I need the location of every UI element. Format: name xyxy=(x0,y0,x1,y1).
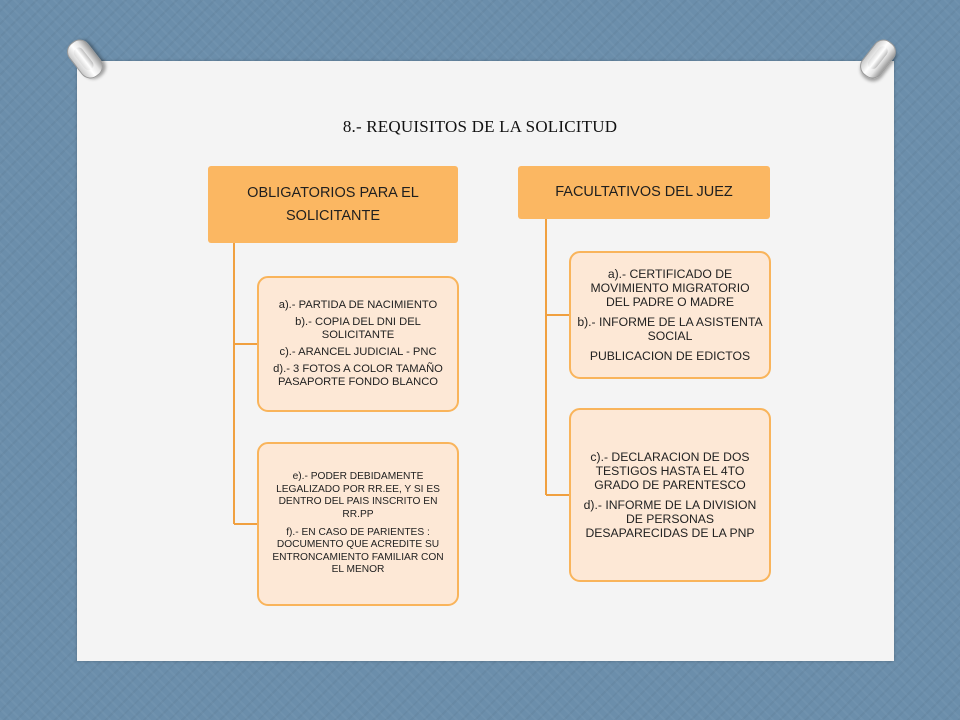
requirement-item: f).- EN CASO DE PARIENTES : DOCUMENTO QUE ACREDITE SU ENTRONCAMIENTO FAMILIAR CON EL MENOR xyxy=(272,527,444,576)
obligatorios-box-1 xyxy=(257,276,459,412)
requirement-item: c).- ARANCEL JUDICIAL - PNC xyxy=(279,346,437,358)
facultativos-box-1 xyxy=(569,251,771,379)
requirement-item: b).- INFORME DE LA ASISTENTA SOCIAL xyxy=(577,315,763,344)
requirement-item: c).- DECLARACION DE DOS TESTIGOS HASTA EL 4TO GRADO DE PARENTESCO xyxy=(590,449,750,492)
requirement-item: b).- COPIA DEL DNI DEL SOLICITANTE xyxy=(295,316,421,342)
header-obligatorios: OBLIGATORIOS PARA EL SOLICITANTE xyxy=(208,166,458,243)
requirement-item: a).- CERTIFICADO DE MOVIMIENTO MIGRATORIO DEL PADRE O MADRE xyxy=(590,266,750,309)
requirement-item: d).- 3 FOTOS A COLOR TAMAÑO PASAPORTE FONDO BLANCO xyxy=(273,362,443,388)
header-facultativos: FACULTATIVOS DEL JUEZ xyxy=(518,166,770,219)
facultativos-box-2 xyxy=(569,408,771,582)
page-title: 8.- REQUISITOS DE LA SOLICITUD xyxy=(342,117,618,136)
obligatorios-box-2 xyxy=(257,442,459,606)
requirement-item: e).- PODER DEBIDAMENTE LEGALIZADO POR RR.EE, Y SI ES DENTRO DEL PAIS INSCRITO EN RR.PP xyxy=(276,471,440,520)
requirement-item: a).- PARTIDA DE NACIMIENTO xyxy=(278,299,438,312)
requirement-item: d).- INFORME DE LA DIVISION DE PERSONAS DESAPARECIDAS DE LA PNP xyxy=(583,498,757,541)
requirement-item: PUBLICACION DE EDICTOS xyxy=(589,349,751,364)
